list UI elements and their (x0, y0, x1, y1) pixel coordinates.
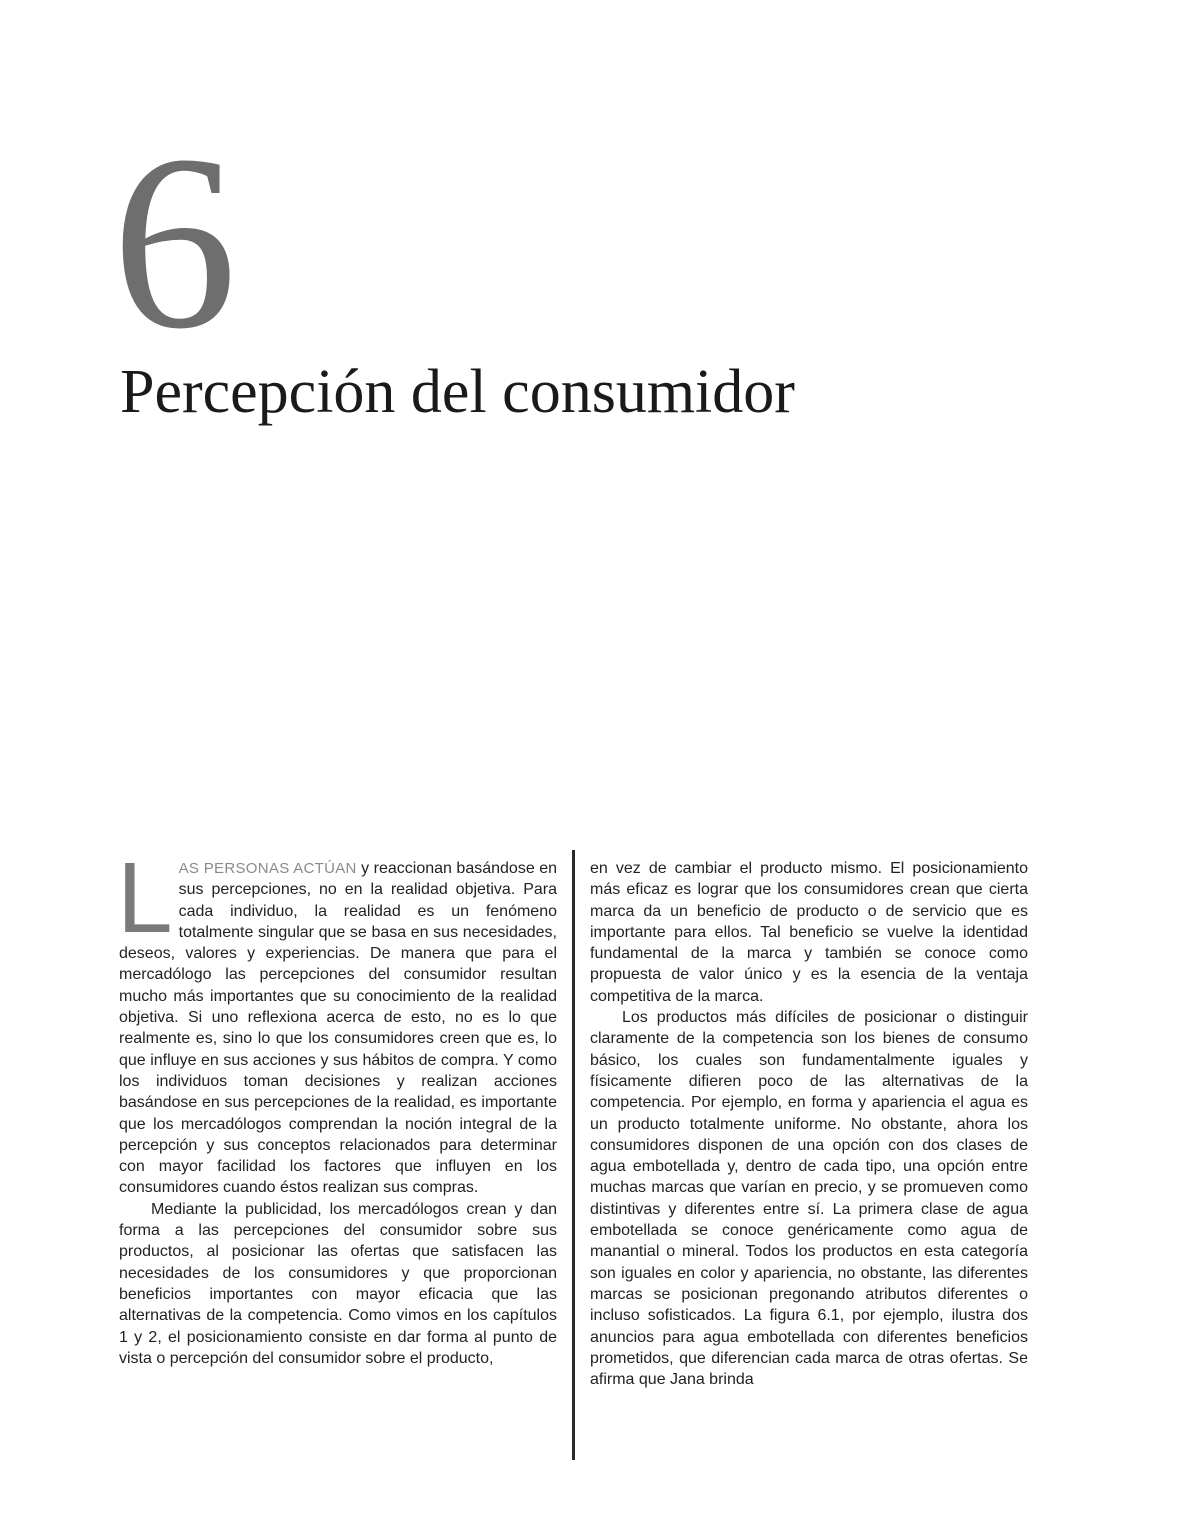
paragraph-1-text: y reaccionan basándose en sus percepciones, no en la realidad objetiva. Para cada individuo, la realidad es un fenómeno totalmente singular que se basa en sus necesidades, deseos, valores y experiencias. De manera que para el mercadólogo las percepciones del consumidor resultan mucho más importantes que su conocimiento de la realidad objetiva. Si uno reflexiona acerca de esto, no es lo que realmente es, sino lo que los consumidores creen que es, lo que influye en sus acciones y sus hábitos de compra. Y como los individuos toman decisiones y realizan acciones basándose en sus percepciones de la realidad, es importante que los mercadólogos comprendan la noción integral de la percepción y sus conceptos relacionados para determinar con mayor facilidad los factores que influyen en los consumidores cuando éstos realizan sus compras. (119, 860, 557, 1197)
column-divider (572, 850, 575, 1460)
drop-cap: L (117, 842, 173, 954)
right-column (590, 858, 1028, 1390)
paragraph-2-continued: en vez de cambiar el producto mismo. El posicionamiento más eficaz es lograr que los consumidores crean que cierta marca da un beneficio de producto o de servicio que es importante para ellos. Tal beneficio se vuelve la identidad fundamental de la marca y también se conoce como propuesta de valor único y es la esencia de la ventaja competitiva de la marca. (590, 860, 1028, 1005)
paragraph-3: Los productos más difíciles de posicionar o distinguir claramente de la competencia son los bienes de consumo básico, los cuales son fundamentalmente iguales y físicamente difieren poco de las alternativas de la competencia. Por ejemplo, en forma y apariencia el agua es un producto totalmente uniforme. No obstante, ahora los consumidores disponen de una opción con dos clases de agua embotellada y, dentro de cada tipo, una opción entre muchas marcas que varían en precio, y se promueven como distintivas y diferentes entre sí. La primera clase de agua embotellada se conoce genéricamente como agua de manantial o mineral. Todos los productos en esta categoría son iguales en color y apariencia, no obstante, las diferentes marcas se posicionan pregonando atributos diferentes o incluso sofisticados. La figura 6.1, por ejemplo, ilustra dos anuncios para agua embotellada con diferentes beneficios prometidos, que diferencian cada marca de otras ofertas. Se afirma que Jana brinda (590, 1009, 1028, 1389)
paragraph-2: Mediante la publicidad, los mercadólogos crean y dan forma a las percepciones del consumidor sobre sus productos, al posicionar las ofertas que satisfacen las necesidades de los consumidores y que proporcionan beneficios importantes con mayor eficacia que las alternativas de la competencia. Como vimos en los capítulos 1 y 2, el posicionamiento consiste en dar forma al punto de vista o percepción del consumidor sobre el producto, (119, 1200, 557, 1367)
chapter-title: Percepción del consumidor (120, 358, 795, 426)
lead-caps: AS PERSONAS ACTÚAN (178, 860, 357, 877)
chapter-number: 6 (112, 104, 233, 381)
paragraph-1 (117, 842, 557, 1199)
left-column (117, 842, 557, 1369)
